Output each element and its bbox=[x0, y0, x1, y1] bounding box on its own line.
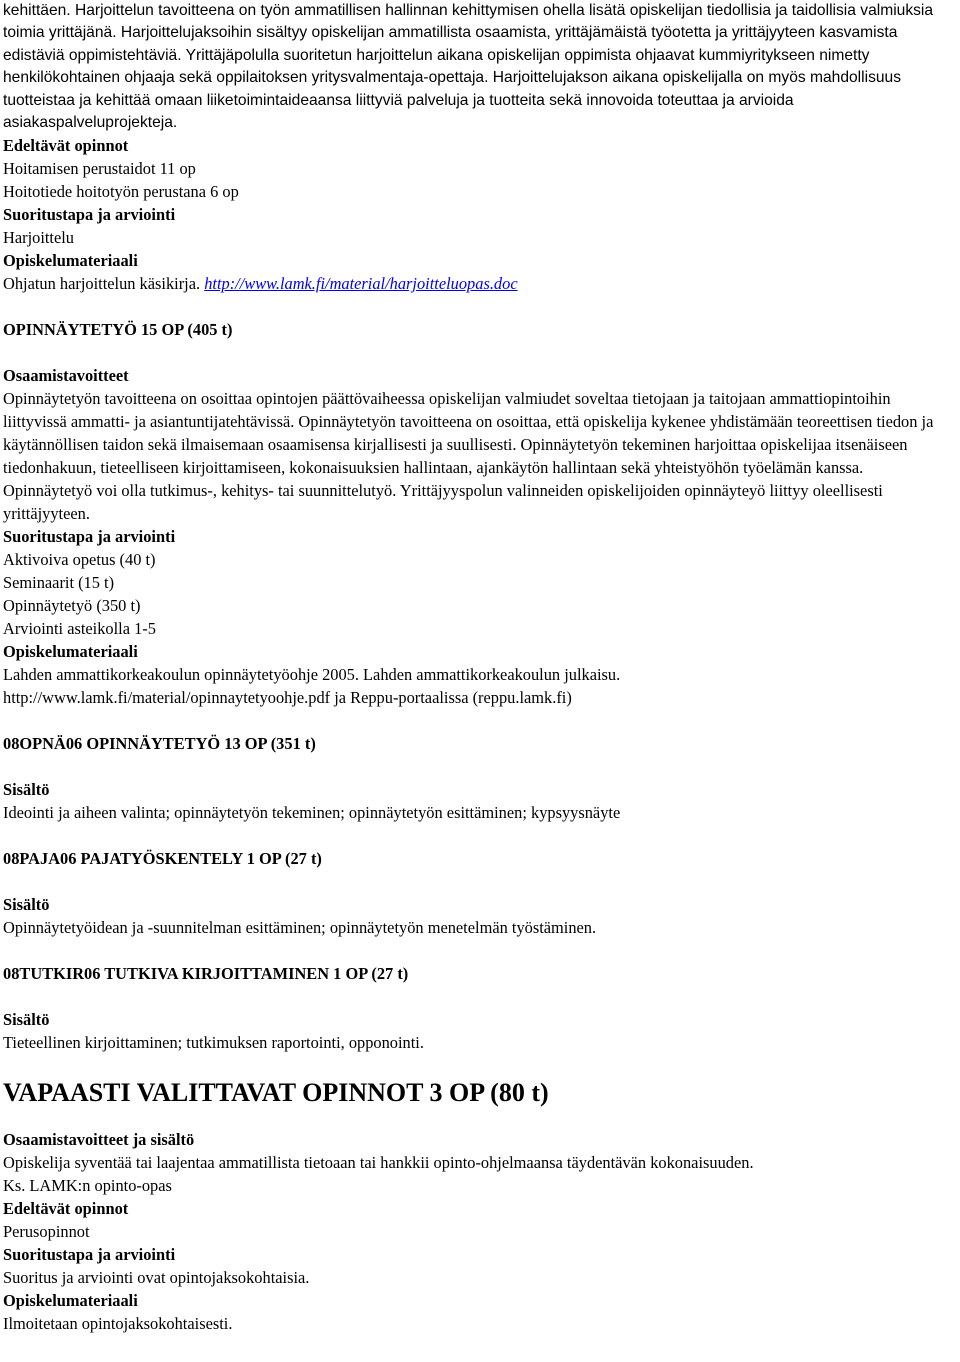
opiskelumateriaali-heading: Opiskelumateriaali bbox=[3, 642, 138, 662]
sisalto-text: Opinnäytetyöidean ja -suunnitelman esittäminen; opinnäytetyön menetelmän työstäminen. bbox=[3, 918, 597, 938]
edeltavat-heading: Edeltävät opinnot bbox=[3, 1199, 129, 1219]
suoritustapa-item: Harjoittelu bbox=[3, 228, 75, 248]
opiskelumateriaali-heading: Opiskelumateriaali bbox=[3, 251, 138, 271]
harjoitteluopas-link[interactable]: http://www.lamk.fi/material/harjoitteluopas.doc bbox=[204, 274, 518, 294]
edeltavat-item: Hoitamisen perustaidot 11 op bbox=[3, 159, 196, 179]
osaamistavoitteet-paragraph: Opinnäytetyö voi olla tutkimus-, kehitys- tai suunnittelutyö. Yrittäjyyspolun valinneiden opiskelijoiden opinnäyteyö liittyy oleellisesti yrittäjyyteen. bbox=[3, 481, 883, 524]
course-title: 08OPNÄ06 OPINNÄYTETYÖ 13 OP (351 t) bbox=[3, 734, 316, 754]
osaamistavoitteet-heading: Osaamistavoitteet ja sisältö bbox=[3, 1130, 195, 1150]
edeltavat-item: Hoitotiede hoitotyön perustana 6 op bbox=[3, 182, 239, 202]
suoritustapa-heading: Suoritustapa ja arviointi bbox=[3, 527, 176, 547]
osaamistavoitteet-heading: Osaamistavoitteet bbox=[3, 366, 129, 386]
opiskelumateriaali-heading: Opiskelumateriaali bbox=[3, 1291, 138, 1311]
course-title: 08PAJA06 PAJATYÖSKENTELY 1 OP (27 t) bbox=[3, 849, 322, 869]
course-title: 08TUTKIR06 TUTKIVA KIRJOITTAMINEN 1 OP (27 t) bbox=[3, 964, 409, 984]
opiskelumateriaali-line bbox=[3, 272, 955, 295]
vapaasti-title: VAPAASTI VALITTAVAT OPINNOT 3 OP (80 t) bbox=[3, 1078, 549, 1108]
opiskelumateriaali-line: Ilmoitetaan opintojaksokohtaisesti. bbox=[3, 1314, 233, 1334]
opiskelumateriaali-line: http://www.lamk.fi/material/opinnaytetyoohje.pdf ja Reppu-portaalissa (reppu.lamk.fi) bbox=[3, 688, 572, 708]
suoritustapa-item: Suoritus ja arviointi ovat opintojaksokohtaisia. bbox=[3, 1268, 310, 1288]
sisalto-heading: Sisältö bbox=[3, 895, 50, 915]
harjoittelu-intro-paragraph: kehittäen. Harjoittelun tavoitteena on työn ammatillisen hallinnan kehittymisen ohella lisätä opiskelijan tiedollisia ja taidollisia valmiuksia toimia yrittäjänä. Harjoittelujaksoihin sisältyy opiskelijan ammatillista osaamista, yrittäjämäistä työotetta ja yrittäjyyteen kasvamista edistäviä oppimistehtäviä. Yrittäjäpolulla suoritetun harjoittelun aikana opiskelijan oppimista ohjaavat kummiyritykseen nimetty henkilökohtainen ohjaaja sekä oppilaitoksen yritysvalmentaja-opettaja. Harjoittelujakson aikana opiskelijalla on myös mahdollisuus tuotteistaa ja kehittää omaan liiketoimintaideaansa liittyviä palveluja ja tuotteita sekä innovoida toteuttaa ja arvioida asiakaspalveluprojekteja. bbox=[3, 2, 934, 132]
opiskelumateriaali-line: Lahden ammattikorkeakoulun opinnäytetyöohje 2005. Lahden ammattikorkeakoulun julkaisu. bbox=[3, 665, 621, 685]
osaamistavoitteet-paragraph: Opinnäytetyön tavoitteena on osoittaa opintojen päättövaiheessa opiskelijan valmiudet soveltaa tietojaan ja taitojaan ammattiopintoihin liittyvissä ammatti- ja asiantuntijatehtävissä. Opinnäytetyön tavoitteena on osoittaa, että opiskelija kykenee yhdistämään teoreettisen tiedon ja käytännöllisen taidon sekä ilmaisemaan osaamisensa kirjallisesti ja suullisesti. Opinnäytetyön tekeminen harjoittaa opiskelijaa itsenäiseen tiedonhakuun, tieteelliseen kirjoittamiseen, kokonaisuuksien hallintaan, ajankäytön hallintaan sekä yhteistyöhön työelämän kanssa. bbox=[3, 389, 934, 478]
osaamistavoitteet-line: Opiskelija syventää tai laajentaa ammatillista tietoaan tai hankkii opinto-ohjelmaansa täydentävän kokonaisuuden. bbox=[3, 1153, 754, 1173]
osaamistavoitteet-line: Ks. LAMK:n opinto-opas bbox=[3, 1176, 172, 1196]
opiskelumateriaali-text: Ohjatun harjoittelun käsikirja. bbox=[3, 274, 205, 294]
suoritustapa-item: Opinnäytetyö (350 t) bbox=[3, 596, 141, 616]
document-page bbox=[3, 0, 955, 1335]
suoritustapa-item: Arviointi asteikolla 1-5 bbox=[3, 619, 156, 639]
sisalto-text: Tieteellinen kirjoittaminen; tutkimuksen raportointi, opponointi. bbox=[3, 1033, 424, 1053]
edeltavat-heading: Edeltävät opinnot bbox=[3, 136, 129, 156]
opinnaytetyo-title: OPINNÄYTETYÖ 15 OP (405 t) bbox=[3, 320, 233, 340]
sisalto-heading: Sisältö bbox=[3, 1010, 50, 1030]
suoritustapa-item: Aktivoiva opetus (40 t) bbox=[3, 550, 156, 570]
edeltavat-item: Perusopinnot bbox=[3, 1222, 90, 1242]
suoritustapa-heading: Suoritustapa ja arviointi bbox=[3, 1245, 176, 1265]
suoritustapa-heading: Suoritustapa ja arviointi bbox=[3, 205, 176, 225]
sisalto-heading: Sisältö bbox=[3, 780, 50, 800]
sisalto-text: Ideointi ja aiheen valinta; opinnäytetyön tekeminen; opinnäytetyön esittäminen; kypsyysnäyte bbox=[3, 803, 621, 823]
suoritustapa-item: Seminaarit (15 t) bbox=[3, 573, 115, 593]
